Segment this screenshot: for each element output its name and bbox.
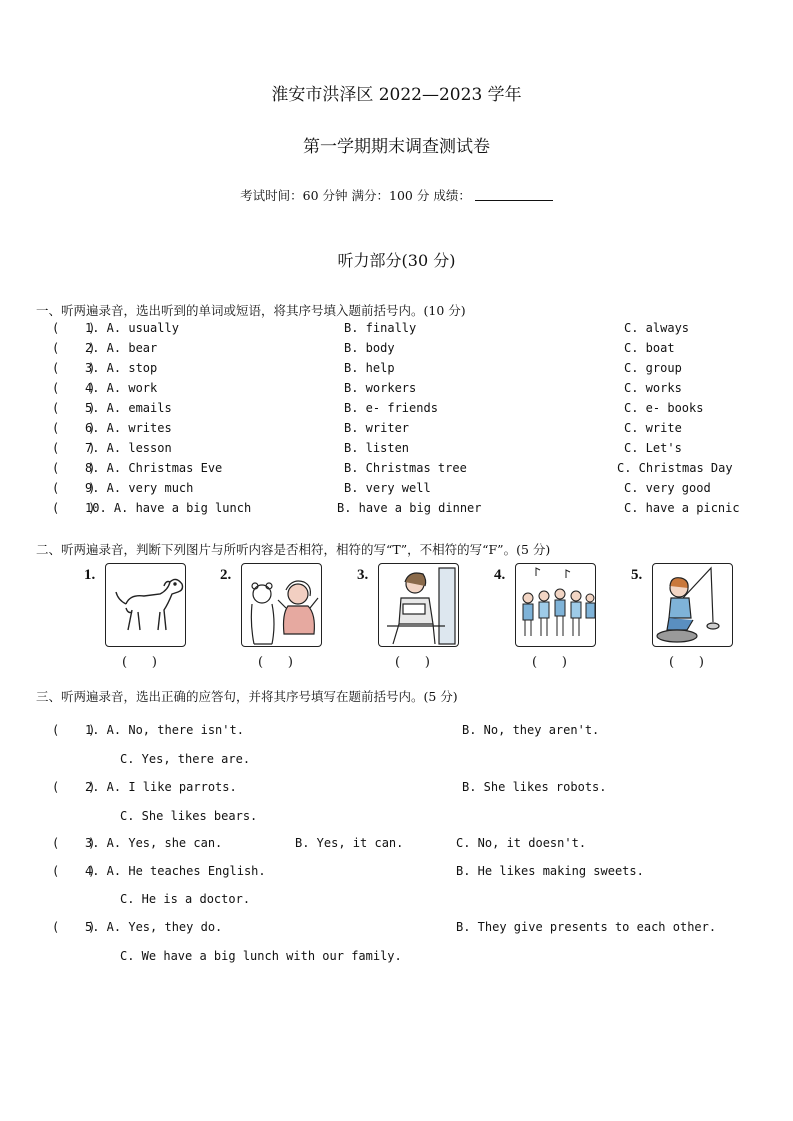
picture-answer-blank[interactable]: ( )	[669, 655, 704, 670]
option-a: 3. A. Yes, she can.	[85, 836, 223, 850]
option-b: B. Christmas tree	[344, 461, 467, 475]
picture-number: 2.	[220, 567, 232, 583]
title-line-2: 第一学期期末调查测试卷	[303, 137, 490, 157]
option-b: B. body	[344, 341, 395, 355]
option-c: C. Yes, there are.	[120, 752, 251, 766]
answer-blank[interactable]: ( )	[52, 381, 96, 395]
option-a: 9. A. very much	[85, 481, 194, 495]
section2-pictures	[0, 563, 793, 673]
answer-blank[interactable]: ( )	[52, 441, 96, 455]
option-c: C. Christmas Day	[617, 461, 733, 475]
option-a: 4. A. work	[85, 381, 158, 395]
option-a: 1. A. usually	[85, 321, 179, 335]
bear-and-girl-picture	[241, 563, 322, 647]
dog-picture	[105, 563, 186, 647]
section1-item	[52, 401, 752, 419]
option-c: C. boat	[624, 341, 675, 355]
option-b: B. writer	[344, 421, 410, 435]
option-a: 5. A. Yes, they do.	[85, 920, 223, 934]
section1-heading: 一、听两遍录音，选出听到的单词或短语，将其序号填入题前括号内。(10 分)	[36, 303, 466, 318]
children-singing-picture	[515, 563, 596, 647]
boy-fishing-picture	[652, 563, 733, 647]
answer-blank[interactable]: ( )	[52, 321, 96, 335]
section3-item	[52, 836, 772, 854]
option-c: C. group	[624, 361, 682, 375]
option-b: B. listen	[344, 441, 410, 455]
option-b: B. Yes, it can.	[295, 836, 404, 850]
answer-blank[interactable]: ( )	[52, 501, 96, 515]
option-b: B. He likes making sweets.	[456, 864, 644, 878]
picture-answer-blank[interactable]: ( )	[122, 655, 157, 670]
option-c: C. We have a big lunch with our family.	[120, 949, 402, 963]
section1-item	[52, 421, 752, 439]
answer-blank[interactable]: ( )	[52, 481, 96, 495]
option-c: C. No, it doesn't.	[456, 836, 587, 850]
exam-info	[0, 186, 793, 204]
answer-blank[interactable]: ( )	[52, 864, 96, 878]
option-c: C. She likes bears.	[120, 809, 258, 823]
picture-number: 1.	[84, 567, 96, 583]
section1-item	[52, 461, 752, 479]
option-a: 10. A. have a big lunch	[85, 501, 252, 515]
option-c: C. have a picnic	[624, 501, 740, 515]
answer-blank[interactable]: ( )	[52, 341, 96, 355]
option-a: 4. A. He teaches English.	[85, 864, 266, 878]
section1-item	[52, 361, 752, 379]
option-c: C. Let's	[624, 441, 682, 455]
option-b: B. No, they aren't.	[462, 723, 600, 737]
option-a: 8. A. Christmas Eve	[85, 461, 223, 475]
option-c: C. always	[624, 321, 690, 335]
picture-answer-blank[interactable]: ( )	[532, 655, 567, 670]
option-b: B. finally	[344, 321, 417, 335]
section1-item	[52, 381, 752, 399]
woman-reading-picture	[378, 563, 459, 647]
section2-heading: 二、听两遍录音，判断下列图片与所听内容是否相符，相符的写“T”，不相符的写“F”。(5 分)	[36, 542, 551, 557]
option-b: B. e- friends	[344, 401, 438, 415]
section3-item	[52, 780, 772, 823]
option-c: C. write	[624, 421, 682, 435]
section1-item	[52, 321, 752, 339]
picture-answer-blank[interactable]: ( )	[258, 655, 293, 670]
option-c: C. e- books	[624, 401, 704, 415]
listening-part-title: 听力部分(30 分)	[337, 251, 456, 270]
answer-blank[interactable]: ( )	[52, 421, 96, 435]
answer-blank[interactable]: ( )	[52, 461, 96, 475]
picture-number: 4.	[494, 567, 506, 583]
picture-number: 5.	[631, 567, 643, 583]
section3-item	[52, 723, 772, 766]
option-b: B. They give presents to each other.	[456, 920, 717, 934]
answer-blank[interactable]: ( )	[52, 723, 96, 737]
answer-blank[interactable]: ( )	[52, 780, 96, 794]
section3-item	[52, 920, 772, 963]
title-line-1: 淮安市洪泽区 2022—2023 学年	[271, 85, 522, 105]
option-c: C. works	[624, 381, 682, 395]
option-b: B. workers	[344, 381, 417, 395]
option-a: 2. A. I like parrots.	[85, 780, 237, 794]
option-a: 6. A. writes	[85, 421, 172, 435]
option-a: 1. A. No, there isn't.	[85, 723, 244, 737]
section1-item	[52, 501, 752, 519]
exam-info-text: 考试时间：60 分钟 满分：100 分 成绩：	[240, 188, 471, 203]
section1-item	[52, 341, 752, 359]
option-b: B. help	[344, 361, 395, 375]
option-b: B. She likes robots.	[462, 780, 607, 794]
answer-blank[interactable]: ( )	[52, 361, 96, 375]
score-blank[interactable]	[475, 189, 553, 201]
option-b: B. have a big dinner	[337, 501, 482, 515]
picture-answer-blank[interactable]: ( )	[395, 655, 430, 670]
option-b: B. very well	[344, 481, 431, 495]
section3-item	[52, 864, 772, 906]
section1-item	[52, 481, 752, 499]
option-a: 5. A. emails	[85, 401, 172, 415]
option-a: 7. A. lesson	[85, 441, 172, 455]
picture-number: 3.	[357, 567, 369, 583]
option-a: 2. A. bear	[85, 341, 158, 355]
answer-blank[interactable]: ( )	[52, 401, 96, 415]
section1-item	[52, 441, 752, 459]
section3-heading: 三、听两遍录音，选出正确的应答句，并将其序号填写在题前括号内。(5 分)	[36, 689, 458, 704]
option-a: 3. A. stop	[85, 361, 158, 375]
option-c: C. very good	[624, 481, 711, 495]
option-c: C. He is a doctor.	[120, 892, 251, 906]
answer-blank[interactable]: ( )	[52, 836, 96, 850]
answer-blank[interactable]: ( )	[52, 920, 96, 934]
